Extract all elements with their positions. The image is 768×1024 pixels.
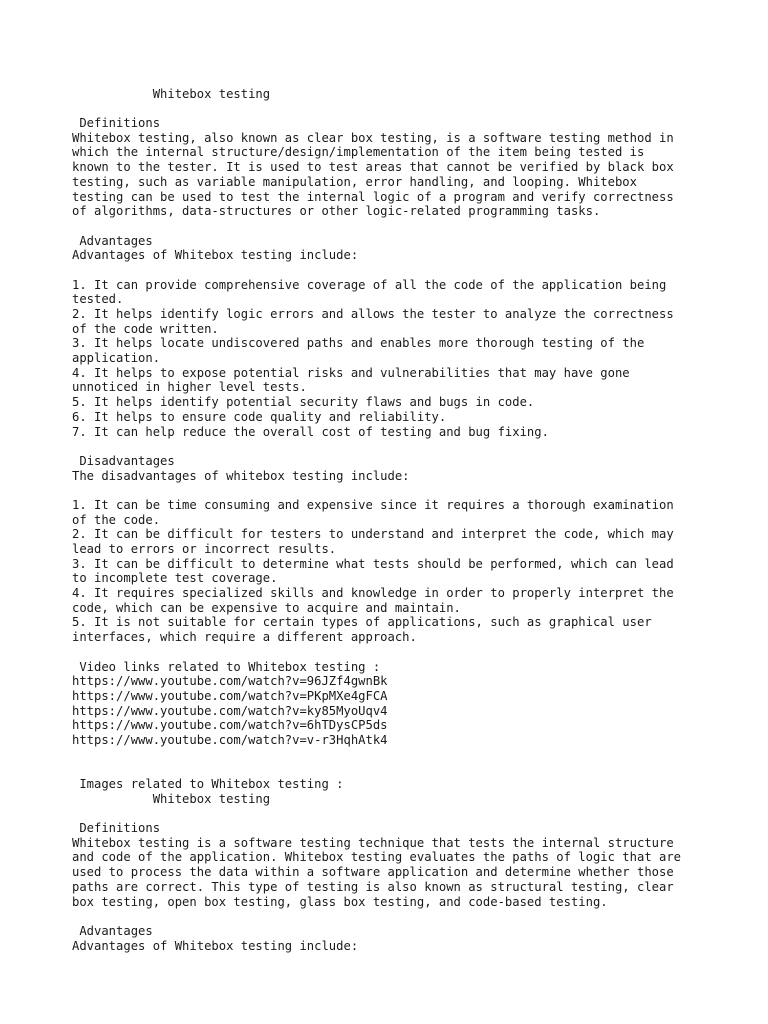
text-line: The disadvantages of whitebox testing include: [72,468,410,483]
section-heading: Advantages [72,233,153,248]
video-link[interactable]: https://www.youtube.com/watch?v=6hTDysCP5ds [72,718,388,733]
text-line: 4. It requires specialized skills and knowledge in order to properly interpret the [72,586,674,601]
blank-line [72,645,712,660]
text-line: known to the tester. It is used to test areas that cannot be verified by black box [72,160,674,175]
section-heading: Disadvantages [72,453,175,468]
document-page [72,72,712,953]
text-line: and code of the application. Whitebox testing evaluates the paths of logic that are [72,850,682,865]
text-line: paths are correct. This type of testing is also known as structural testing, clear [72,879,674,894]
text-line: 6. It helps to ensure code quality and reliability. [72,409,447,424]
text-line: 7. It can help reduce the overall cost of testing and bug fixing. [72,424,549,439]
text-line: of the code. [72,512,161,527]
blank-line [72,219,712,234]
text-line: of algorithms, data-structures or other logic-related programming tasks. [72,204,601,219]
text-line: 2. It can be difficult for testers to understand and interpret the code, which may [72,527,674,542]
text-line: testing, such as variable manipulation, error handling, and looping. Whitebox [72,174,637,189]
text-line: unnoticed in higher level tests. [72,380,307,395]
text-line: testing can be used to test the internal logic of a program and verify correctness [72,189,674,204]
document-title: Whitebox testing [72,86,271,101]
text-line: to incomplete test coverage. [72,571,278,586]
text-line: Advantages of Whitebox testing include: [72,938,359,953]
document-title: Whitebox testing [72,791,271,806]
text-line: used to process the data within a software application and determine whether those [72,865,674,880]
text-line: 2. It helps identify logic errors and allows the tester to analyze the correctness [72,307,674,321]
text-line: code, which can be expensive to acquire and maintain. [72,600,461,615]
video-link[interactable]: https://www.youtube.com/watch?v=v-r3HqhAtk4 [72,732,388,747]
blank-line [72,263,712,278]
text-line: 3. It helps locate undiscovered paths and enables more thorough testing of the [72,336,645,351]
blank-line [72,72,712,87]
blank-line [72,748,712,763]
blank-line [72,483,712,498]
section-heading: Definitions [72,116,161,131]
video-link[interactable]: https://www.youtube.com/watch?v=PKpMXe4gFCA [72,688,388,703]
section-heading: Images related to Whitebox testing : [72,777,344,791]
text-line: box testing, open box testing, glass box testing, and code-based testing. [72,894,608,909]
video-link[interactable]: https://www.youtube.com/watch?v=ky85MyoUqv4 [72,703,388,718]
section-heading: Video links related to Whitebox testing : [72,659,381,674]
text-line: 1. It can provide comprehensive coverage of all the code of the application being [72,277,667,292]
blank-line [72,439,712,454]
video-link[interactable]: https://www.youtube.com/watch?v=96JZf4gwnBk [72,674,388,689]
text-line: Whitebox testing, also known as clear box testing, is a software testing method in [72,130,674,145]
blank-line [72,762,712,777]
blank-line [72,909,712,924]
text-line: which the internal structure/design/implementation of the item being tested is [72,145,645,160]
text-line: Advantages of Whitebox testing include: [72,248,359,263]
blank-line [72,806,712,821]
text-line: interfaces, which require a different approach. [72,630,417,645]
blank-line [72,101,712,116]
text-line: lead to errors or incorrect results. [72,542,337,556]
text-line: 1. It can be time consuming and expensive since it requires a thorough examination [72,497,674,512]
text-line: tested. [72,292,124,307]
text-line: application. [72,351,161,366]
text-line: Whitebox testing is a software testing technique that tests the internal structure [72,835,674,850]
text-line: of the code written. [72,321,219,336]
text-line: 5. It helps identify potential security flaws and bugs in code. [72,395,535,410]
text-line: 5. It is not suitable for certain types of applications, such as graphical user [72,615,652,630]
section-heading: Definitions [72,821,161,836]
section-heading: Advantages [72,923,153,938]
text-line: 4. It helps to expose potential risks and vulnerabilities that may have gone [72,365,630,380]
text-line: 3. It can be difficult to determine what tests should be performed, which can lead [72,556,674,571]
